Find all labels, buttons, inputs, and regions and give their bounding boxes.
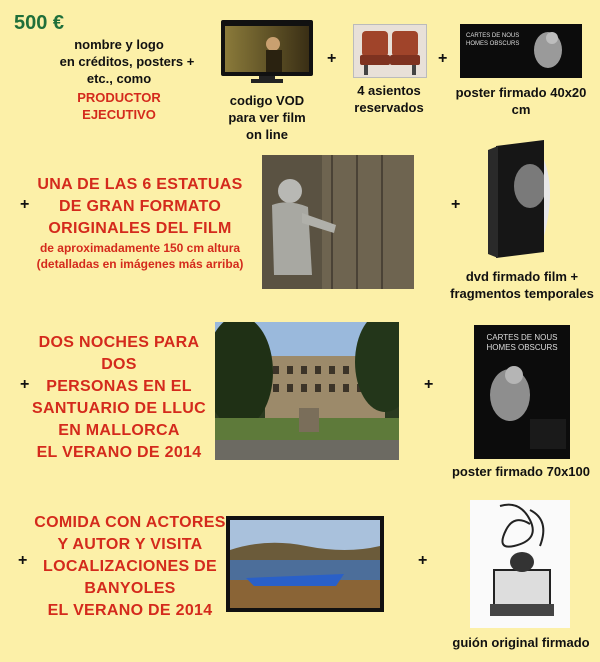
plus-sign: + (418, 552, 428, 569)
poster-big-title-2: HOMES OBSCURS (486, 343, 558, 352)
dvd-case-icon (484, 140, 556, 258)
lluc-title-1: DOS NOCHES PARA DOS (38, 334, 200, 373)
vod-caption (222, 92, 312, 143)
vod-line-1: codigo VOD (229, 93, 305, 108)
seats-icon (354, 25, 426, 77)
sponsor-line-1: nombre y logo (74, 37, 164, 52)
script-illustration-image (470, 500, 570, 628)
sponsor-role-2: EJECUTIVO (82, 107, 156, 122)
banyoles-lake-image (226, 516, 384, 612)
typewriter-sketch-icon (470, 500, 570, 628)
banyoles-title-4: BANYOLES (84, 580, 176, 597)
vod-line-2: para ver film (228, 110, 306, 125)
statue-text (28, 174, 252, 272)
statue-sub-2: (detalladas en imágenes más arriba) (36, 257, 244, 271)
sponsor-role-1: PRODUCTOR (77, 90, 161, 105)
sponsor-line-3: etc., como (86, 71, 152, 86)
price-label: 500 € (14, 12, 65, 34)
statue-sub-1: de aproximadamente 150 cm altura (39, 241, 241, 255)
lluc-title-3: SANTUARIO DE LLUC (32, 400, 206, 417)
statue-icon (262, 155, 414, 289)
plus-sign: + (438, 50, 448, 67)
statue-title-1: UNA DE LAS 6 ESTATUAS (37, 176, 243, 193)
dvd-image (484, 140, 556, 258)
tv-vod-image (221, 20, 313, 84)
banyoles-title-1: COMIDA CON ACTORES (34, 514, 226, 531)
banyoles-title-2: Y AUTOR Y VISITA (57, 536, 203, 553)
plus-sign: + (424, 376, 434, 393)
sanctuary-icon (215, 322, 399, 460)
seats-line-2: reservados (354, 100, 424, 115)
poster-small-title-1: CARTES DE NOUS (466, 33, 520, 39)
seats-image (353, 24, 427, 78)
lluc-sanctuary-image (215, 322, 399, 460)
seats-caption (345, 82, 433, 116)
banyoles-text (30, 512, 230, 622)
poster-small-caption: poster firmado 40x20 cm (455, 85, 587, 117)
statue-image (262, 155, 414, 289)
lluc-text (30, 332, 208, 464)
dvd-caption (447, 268, 597, 302)
seats-line-1: 4 asientos (357, 83, 421, 98)
sponsor-text (44, 36, 194, 123)
statue-title-2: DE GRAN FORMATO (58, 198, 222, 215)
plus-sign: + (451, 196, 461, 213)
poster-big-image (474, 325, 570, 459)
plus-sign: + (20, 196, 30, 213)
plus-sign: + (20, 376, 30, 393)
banyoles-title-3: LOCALIZACIONES DE (43, 558, 217, 575)
statue-title-3: ORIGINALES DEL FILM (48, 220, 232, 237)
script-caption: guión original firmado (452, 635, 590, 650)
plus-sign: + (327, 50, 337, 67)
poster-big-title-1: CARTES DE NOUS (486, 333, 558, 342)
vod-line-3: on line (246, 127, 288, 142)
poster-small-title-2: HOMES OBSCURS (466, 41, 520, 47)
dvd-line-2: fragmentos temporales (450, 286, 594, 301)
banyoles-title-5: EL VERANO DE 2014 (47, 602, 213, 619)
figure-icon (460, 24, 582, 78)
dvd-line-1: dvd firmado film + (465, 269, 579, 284)
plus-sign: + (18, 552, 28, 569)
figure-icon (474, 325, 570, 459)
lluc-title-4: EN MALLORCA (58, 422, 180, 439)
tv-icon (221, 20, 313, 84)
lluc-title-5: EL VERANO DE 2014 (36, 444, 202, 461)
sponsor-line-2: en créditos, posters + (59, 54, 195, 69)
lake-icon (226, 516, 384, 612)
lluc-title-2: PERSONAS EN EL (46, 378, 192, 395)
poster-small-image (460, 24, 582, 78)
poster-big-caption: poster firmado 70x100 (451, 464, 590, 479)
